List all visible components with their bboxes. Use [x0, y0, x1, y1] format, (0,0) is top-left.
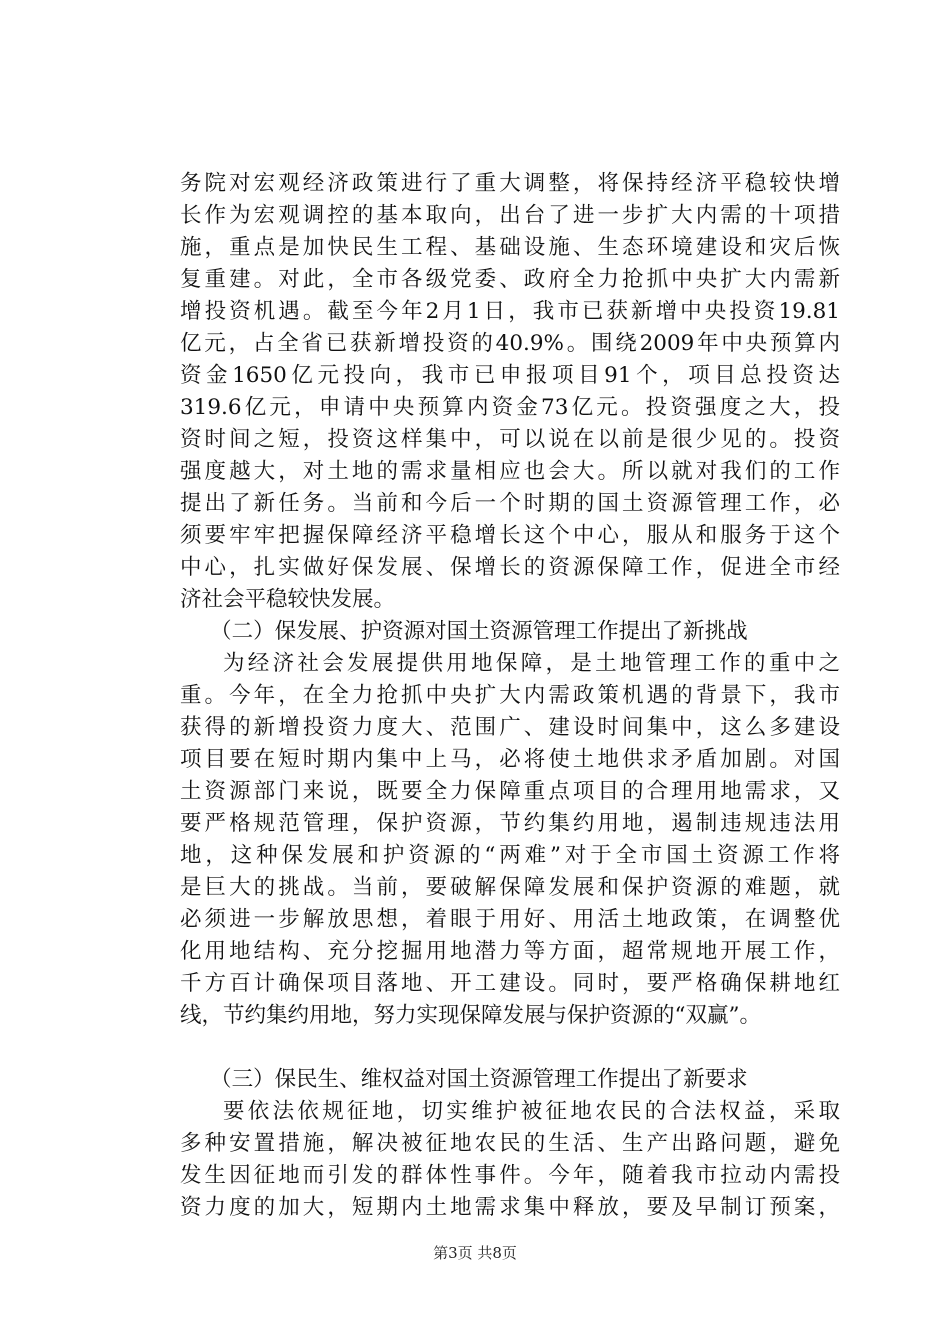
text-line: 提出了新任务。当前和今后一个时期的国土资源管理工作，必	[180, 491, 840, 516]
text-line: 复重建。对此，全市各级党委、政府全力抢抓中央扩大内需新	[180, 267, 840, 292]
text-line: 中心，扎实做好保发展、保增长的资源保障工作，促进全市经	[180, 555, 840, 580]
text-line: 项目要在短时期内集中上马，必将使土地供求矛盾加剧。对国	[180, 747, 840, 772]
page-footer: 第3页 共8页	[433, 1244, 517, 1262]
text-line: 地，这种保发展和护资源的“两难”对于全市国土资源工作将	[180, 843, 840, 868]
text-line: 增投资机遇。截至今年2月1日，我市已获新增中央投资19.81	[180, 299, 840, 324]
text-line: 必须进一步解放思想，着眼于用好、用活土地政策，在调整优	[180, 907, 840, 932]
text-line: 为经济社会发展提供用地保障，是土地管理工作的重中之	[223, 651, 840, 676]
text-line: 要依法依规征地，切实维护被征地农民的合法权益，采取	[223, 1099, 840, 1124]
text-line: 多种安置措施，解决被征地农民的生活、生产出路问题，避免	[180, 1131, 840, 1156]
text-line: 千方百计确保项目落地、开工建设。同时，要严格确保耕地红	[180, 971, 840, 996]
paragraph-3	[180, 1096, 840, 1224]
text-line: 资力度的加大，短期内土地需求集中释放，要及早制订预案，	[180, 1195, 840, 1220]
paragraph-2	[180, 648, 840, 1032]
text-line: 施，重点是加快民生工程、基础设施、生态环境建设和灾后恢	[180, 235, 840, 260]
text-line: 亿元，占全省已获新增投资的40.9%。围绕2009年中央预算内	[180, 331, 840, 356]
text-line: 化用地结构、充分挖掘用地潜力等方面，超常规地开展工作，	[180, 939, 840, 964]
text-line: 务院对宏观经济政策进行了重大调整，将保持经济平稳较快增	[180, 171, 840, 196]
paragraph-1	[180, 168, 840, 616]
paragraph-gap	[180, 1032, 840, 1064]
document-body	[180, 168, 840, 1224]
text-line: 重。今年，在全力抢抓中央扩大内需政策机遇的背景下，我市	[180, 683, 840, 708]
section-heading-3: （三）保民生、维权益对国土资源管理工作提出了新要求	[210, 1067, 748, 1092]
text-line: 是巨大的挑战。当前，要破解保障发展和保护资源的难题，就	[180, 875, 840, 900]
text-line: 要严格规范管理，保护资源，节约集约用地，遏制违规违法用	[180, 811, 840, 836]
section-heading-2: （二）保发展、护资源对国土资源管理工作提出了新挑战	[210, 619, 748, 644]
text-line: 长作为宏观调控的基本取向，出台了进一步扩大内需的十项措	[180, 203, 840, 228]
text-line: 线，节约集约用地，努力实现保障发展与保护资源的“双赢”。	[180, 1003, 761, 1028]
text-line: 319.6亿元，申请中央预算内资金73亿元。投资强度之大，投	[180, 395, 840, 420]
text-line: 资时间之短，投资这样集中，可以说在以前是很少见的。投资	[180, 427, 840, 452]
text-line: 强度越大，对土地的需求量相应也会大。所以就对我们的工作	[180, 459, 840, 484]
text-line: 资金1650亿元投向，我市已申报项目91个，项目总投资达	[180, 363, 840, 388]
text-line: 发生因征地而引发的群体性事件。今年，随着我市拉动内需投	[180, 1163, 840, 1188]
text-line: 获得的新增投资力度大、范围广、建设时间集中，这么多建设	[180, 715, 840, 740]
text-line: 济社会平稳较快发展。	[180, 587, 396, 612]
text-line: 土资源部门来说，既要全力保障重点项目的合理用地需求，又	[180, 779, 840, 804]
text-line: 须要牢牢把握保障经济平稳增长这个中心，服从和服务于这个	[180, 523, 840, 548]
